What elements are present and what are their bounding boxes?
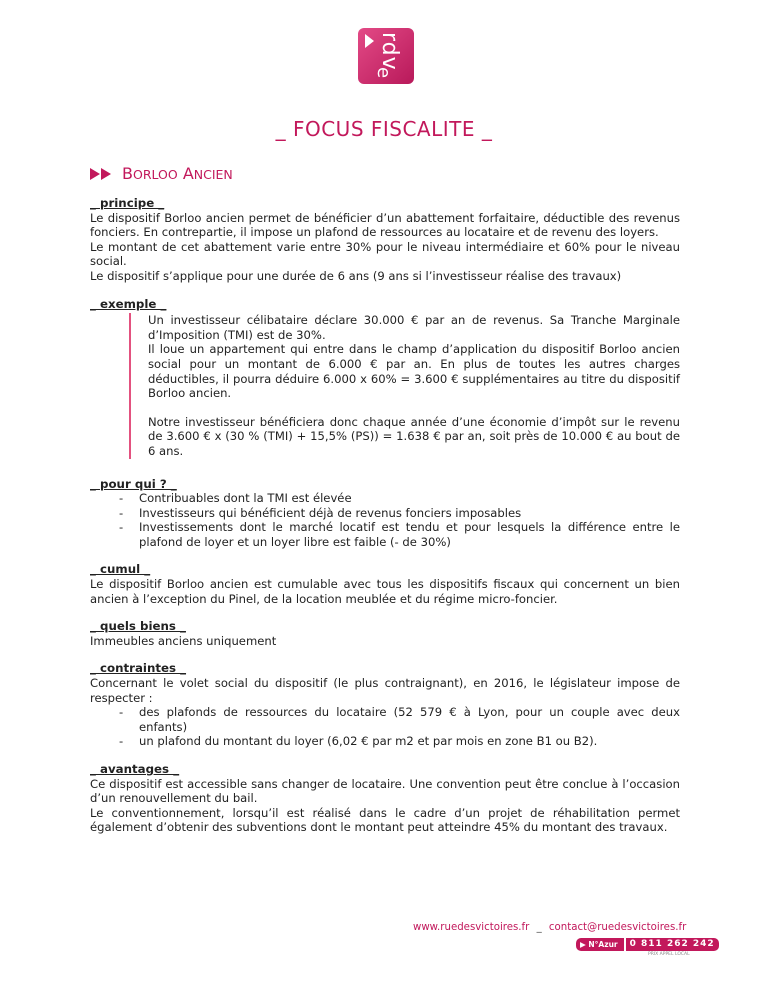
- list-item: - Investisseurs qui bénéficient déjà de revenus fonciers imposables: [119, 506, 680, 521]
- cumul-text: Le dispositif Borloo ancien est cumulable avec tous les dispositifs fiscaux qui concernent un bien ancien à l’exception du Pinel, de la location meublée et du régime micro-foncier.: [90, 577, 680, 606]
- logo-letter: e: [373, 66, 395, 79]
- quels-biens-text: Immeubles anciens uniquement: [90, 633, 277, 648]
- phone-badge[interactable]: [576, 938, 719, 951]
- quels-biens-heading: _ quels biens _: [90, 619, 186, 634]
- page-title: _ FOCUS FISCALITE _: [275, 117, 493, 141]
- azur-tag: ▶ N°Azur: [576, 938, 624, 951]
- document-body: [90, 196, 680, 835]
- avantages-text: Ce dispositif est accessible sans changer de locataire. Une convention peut être conclue à l’occasion d’un renouvellement du bail.: [90, 776, 680, 806]
- section-title: BORLOO ANCIEN: [122, 164, 233, 183]
- example-paragraph: Il loue un appartement qui entre dans le champ d’application du dispositif Borloo ancien social pour un montant de 6.000 € par an. En plus de toutes les autres charges déductibles, il pourra déduire 6.000 x 60% = 3.600 € supplémentaires au titre du dispositif Borloo ancien.: [148, 342, 680, 401]
- example-box: [129, 313, 680, 458]
- list-item: - des plafonds de ressources du locataire (52 579 € à Lyon, pour un couple avec deux enfants): [119, 705, 680, 734]
- contraintes-list: [90, 705, 680, 749]
- double-arrow-icon: [90, 168, 112, 180]
- principe-line: Le dispositif Borloo ancien permet de bénéficier d’un abattement forfaitaire, déductible des revenus fonciers. En contrepartie, il impose un plafond de ressources au locataire et de revenu des loyers.: [90, 210, 680, 240]
- exemple-heading: _ exemple _: [90, 296, 167, 311]
- section-heading: [90, 164, 233, 183]
- principe-heading: _ principe _: [90, 196, 165, 210]
- email-link[interactable]: contact@ruedesvictoires.fr: [548, 922, 687, 933]
- footer-separator: _: [536, 922, 542, 933]
- phone-subtitle: PRIX APPEL LOCAL: [648, 952, 690, 957]
- list-item: - Investissements dont le marché locatif est tendu et pour lesquels la différence entre le plafond de loyer et un loyer libre est faible (- de 30%): [119, 520, 680, 549]
- list-item: - un plafond du montant du loyer (6,02 € par m2 et par mois en zone B1 ou B2).: [119, 734, 680, 749]
- avantages-text: Le conventionnement, lorsqu’il est réalisé dans le cadre d’un projet de réhabilitation permet également d’obtenir des subventions dont le montant peut atteindre 45% du montant des travaux.: [90, 805, 680, 835]
- pour-qui-list: [90, 491, 680, 549]
- contraintes-heading: _ contraintes _: [90, 661, 187, 676]
- logo-arrow-icon: [365, 34, 374, 48]
- principe-line: Le dispositif s’applique pour une durée de 6 ans (9 ans si l’investisseur réalise des travaux): [90, 268, 622, 283]
- example-paragraph: Un investisseur célibataire déclare 30.000 € par an de revenus. Sa Tranche Marginale d’Imposition (TMI) est de 30%.: [148, 313, 680, 342]
- example-paragraph: Notre investisseur bénéficiera donc chaque année d’une économie d’impôt sur le revenu de 3.600 € x (30 % (TMI) + 15,5% (PS)) = 1.638 € par an, soit près de 10.000 € au bout de 6 ans.: [148, 414, 680, 458]
- avantages-heading: _ avantages _: [90, 762, 180, 776]
- footer-contact: [413, 922, 686, 933]
- cumul-heading: _ cumul _: [90, 562, 151, 577]
- list-item: - Contribuables dont la TMI est élevée: [119, 491, 680, 506]
- phone-number: 0 811 262 242: [626, 938, 719, 951]
- contraintes-text: Concernant le volet social du dispositif (le plus contraignant), en 2016, le législateur impose de respecter :: [90, 676, 680, 705]
- principe-line: Le montant de cet abattement varie entre 30% pour le niveau intermédiaire et 60% pour le niveau social.: [90, 239, 680, 269]
- logo: [358, 28, 414, 84]
- logo-text: rdv: [377, 32, 402, 71]
- website-link[interactable]: www.ruedesvictoires.fr: [413, 922, 530, 933]
- pour-qui-heading: _ pour qui ? _: [90, 476, 177, 491]
